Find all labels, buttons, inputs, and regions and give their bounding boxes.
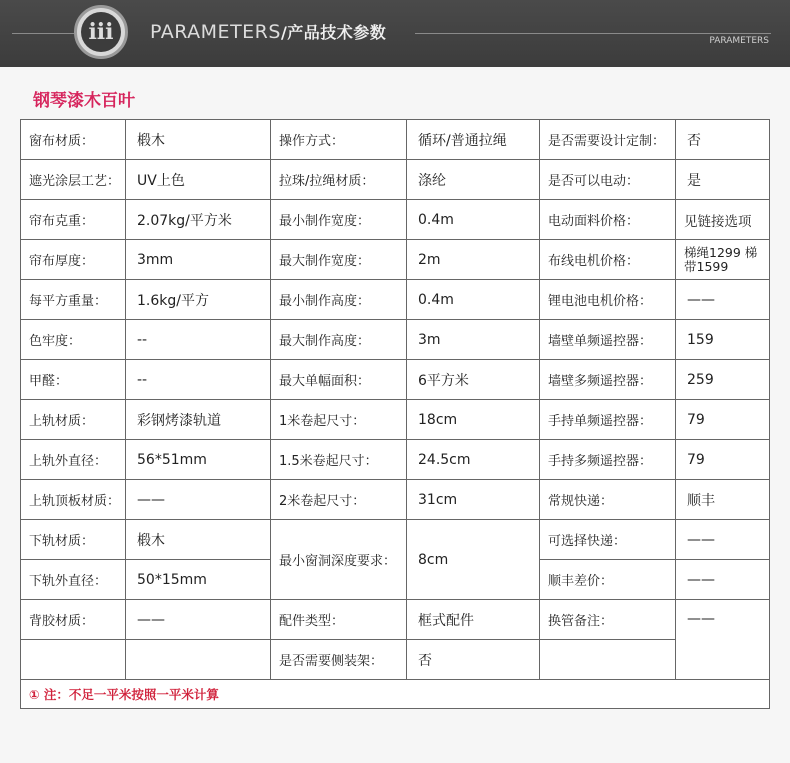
param-label: 操作方式： bbox=[271, 120, 407, 160]
param-value: 56*51mm bbox=[126, 440, 271, 480]
param-value: 8cm bbox=[407, 520, 540, 600]
param-value: 1.6kg/平方 bbox=[126, 280, 271, 320]
table-row bbox=[21, 520, 770, 560]
banner-title bbox=[150, 20, 386, 43]
param-value: —— bbox=[676, 520, 770, 560]
param-label: 最大制作宽度： bbox=[271, 240, 407, 280]
param-label: 是否需要设计定制： bbox=[540, 120, 676, 160]
param-value: 否 bbox=[676, 120, 770, 160]
table-row bbox=[21, 320, 770, 360]
param-label: 顺丰差价： bbox=[540, 560, 676, 600]
param-value: 6平方米 bbox=[407, 360, 540, 400]
param-label: 配件类型： bbox=[271, 600, 407, 640]
param-label: 墙壁多频遥控器： bbox=[540, 360, 676, 400]
param-label: 下轨外直径： bbox=[21, 560, 126, 600]
param-value: —— bbox=[676, 280, 770, 320]
param-label: 手持单频遥控器： bbox=[540, 400, 676, 440]
param-label: 常规快递： bbox=[540, 480, 676, 520]
param-value: 否 bbox=[407, 640, 540, 680]
param-label: 手持多频遥控器： bbox=[540, 440, 676, 480]
param-label: 是否需要侧装架： bbox=[271, 640, 407, 680]
param-value: 259 bbox=[676, 360, 770, 400]
param-label: 锂电池电机价格： bbox=[540, 280, 676, 320]
param-value: 顺丰 bbox=[676, 480, 770, 520]
param-value: 0.4m bbox=[407, 200, 540, 240]
param-label: 帘布克重： bbox=[21, 200, 126, 240]
param-label: 帘布厚度： bbox=[21, 240, 126, 280]
param-label: 最小制作高度： bbox=[271, 280, 407, 320]
param-label: 上轨外直径： bbox=[21, 440, 126, 480]
table-row bbox=[21, 440, 770, 480]
param-label: 上轨顶板材质： bbox=[21, 480, 126, 520]
param-value: 涤纶 bbox=[407, 160, 540, 200]
param-value: 是 bbox=[676, 160, 770, 200]
param-label bbox=[540, 640, 676, 680]
param-label bbox=[21, 640, 126, 680]
param-value bbox=[126, 640, 271, 680]
param-value: 24.5cm bbox=[407, 440, 540, 480]
param-value: -- bbox=[126, 360, 271, 400]
param-label: 最大单幅面积： bbox=[271, 360, 407, 400]
parameters-table bbox=[20, 119, 770, 709]
param-value: 79 bbox=[676, 440, 770, 480]
product-title: 钢琴漆木百叶 bbox=[33, 91, 135, 111]
param-label: 最小制作宽度： bbox=[271, 200, 407, 240]
param-label: 窗布材质： bbox=[21, 120, 126, 160]
param-value: 循环/普通拉绳 bbox=[407, 120, 540, 160]
table-row bbox=[21, 200, 770, 240]
param-label: 是否可以电动： bbox=[540, 160, 676, 200]
param-value: 3m bbox=[407, 320, 540, 360]
banner-title-cn: /产品技术参数 bbox=[280, 23, 387, 42]
param-value: 见链接选项 bbox=[676, 200, 770, 240]
param-label: 布线电机价格： bbox=[540, 240, 676, 280]
param-value: 椴木 bbox=[126, 520, 271, 560]
table-row bbox=[21, 600, 770, 640]
param-value: —— bbox=[126, 600, 271, 640]
param-value: 0.4m bbox=[407, 280, 540, 320]
param-label: 下轨材质： bbox=[21, 520, 126, 560]
banner-subtitle: PARAMETERS bbox=[709, 36, 769, 46]
param-label: 最小窗洞深度要求： bbox=[271, 520, 407, 600]
param-value: 31cm bbox=[407, 480, 540, 520]
param-value: 18cm bbox=[407, 400, 540, 440]
banner-divider-right bbox=[415, 33, 771, 34]
table-row bbox=[21, 120, 770, 160]
param-label: 甲醛： bbox=[21, 360, 126, 400]
param-label: 可选择快递： bbox=[540, 520, 676, 560]
table-row bbox=[21, 400, 770, 440]
param-label: 1米卷起尺寸： bbox=[271, 400, 407, 440]
param-label: 上轨材质： bbox=[21, 400, 126, 440]
param-value: 椴木 bbox=[126, 120, 271, 160]
param-value: —— bbox=[676, 560, 770, 600]
footnote: ① 注：不足一平米按照一平米计算 bbox=[21, 680, 770, 709]
param-value: UV上色 bbox=[126, 160, 271, 200]
note-row bbox=[21, 680, 770, 709]
param-label: 墙壁单频遥控器： bbox=[540, 320, 676, 360]
param-value: —— bbox=[126, 480, 271, 520]
param-label: 最大制作高度： bbox=[271, 320, 407, 360]
param-label: 背胶材质： bbox=[21, 600, 126, 640]
param-label: 色牢度： bbox=[21, 320, 126, 360]
table-row bbox=[21, 360, 770, 400]
param-value: 3mm bbox=[126, 240, 271, 280]
param-label: 2米卷起尺寸： bbox=[271, 480, 407, 520]
table-row bbox=[21, 280, 770, 320]
param-value: 彩钢烤漆轨道 bbox=[126, 400, 271, 440]
banner-title-en: PARAMETERS bbox=[150, 21, 281, 43]
table-row bbox=[21, 160, 770, 200]
section-badge-icon bbox=[74, 5, 128, 59]
param-value: 2.07kg/平方米 bbox=[126, 200, 271, 240]
param-value: 梯绳1299 梯带1599 bbox=[676, 240, 770, 280]
param-label: 换管备注： bbox=[540, 600, 676, 640]
param-value: —— bbox=[676, 600, 770, 680]
param-value: 50*15mm bbox=[126, 560, 271, 600]
param-value: 2m bbox=[407, 240, 540, 280]
header-banner bbox=[0, 0, 790, 67]
param-label: 1.5米卷起尺寸： bbox=[271, 440, 407, 480]
table-row bbox=[21, 480, 770, 520]
param-label: 拉珠/拉绳材质： bbox=[271, 160, 407, 200]
table-row bbox=[21, 240, 770, 280]
banner-divider-left bbox=[12, 33, 74, 34]
param-value: 79 bbox=[676, 400, 770, 440]
param-label: 遮光涂层工艺： bbox=[21, 160, 126, 200]
param-label: 电动面料价格： bbox=[540, 200, 676, 240]
param-value: 框式配件 bbox=[407, 600, 540, 640]
badge-label: iii bbox=[81, 12, 121, 52]
table-row bbox=[21, 640, 770, 680]
param-label: 每平方重量： bbox=[21, 280, 126, 320]
param-value: 159 bbox=[676, 320, 770, 360]
param-value: -- bbox=[126, 320, 271, 360]
